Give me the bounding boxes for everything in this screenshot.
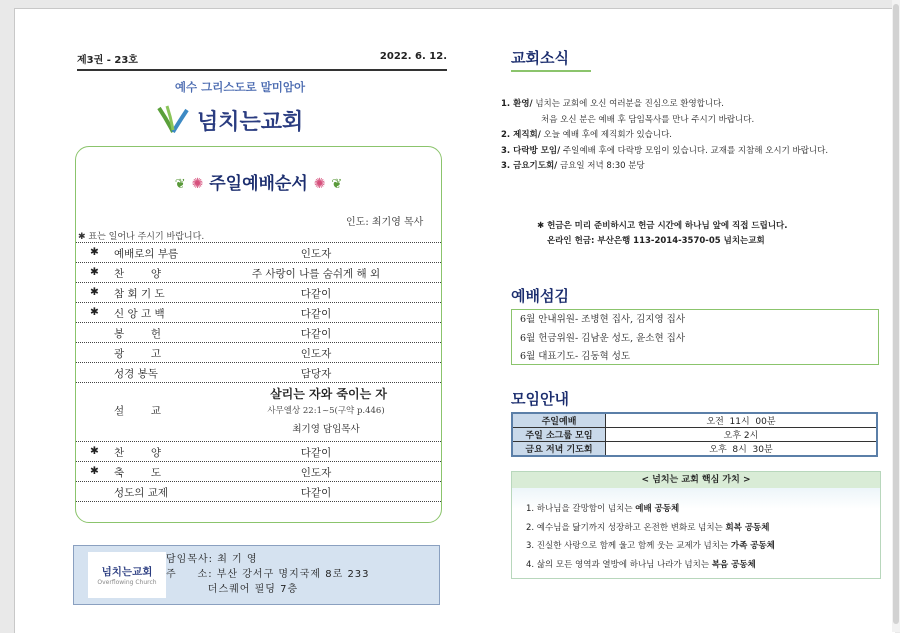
order-value: 다같이: [300, 308, 332, 320]
core-value-text: 1. 하나님을 갈망함이 넘치는: [526, 504, 636, 514]
sermon-row: [76, 382, 441, 441]
order-item: 성도의 교제: [114, 487, 169, 499]
news-item: [501, 159, 881, 175]
core-value-emphasis: 회복 공동체: [725, 522, 770, 533]
order-value: 다같이: [300, 487, 332, 499]
core-values-title: < 넘치는 교회 핵심 가치 >: [512, 472, 880, 488]
order-row: [76, 362, 441, 382]
worship-order-title: [76, 169, 441, 194]
order-row: [76, 322, 441, 342]
order-row: [76, 481, 441, 502]
meeting-time: 오후 2시: [606, 428, 878, 442]
news-text: 넘치는 교회에 오신 여러분을 진심으로 환영합니다.: [532, 99, 724, 109]
news-item: [501, 97, 881, 113]
news-label: 2. 제직회/: [501, 130, 541, 140]
order-item: 성경 봉독: [114, 368, 158, 380]
pastor-box-logo-sub: Overflowing Church: [97, 579, 157, 586]
pastor-info: [166, 552, 370, 597]
news-text: 오늘 예배 후에 제직회가 있습니다.: [540, 130, 673, 140]
vertical-scrollbar[interactable]: [892, 0, 900, 632]
core-value-item: [526, 500, 775, 519]
meeting-name: 주일 소그룹 모임: [512, 428, 606, 442]
meeting-name: 금요 저녁 기도회: [512, 442, 606, 457]
core-value-emphasis: 복음 공동체: [711, 559, 756, 570]
issue-volume: 제3권 - 23호: [77, 55, 138, 66]
pastor-line: 담임목사: 최 기 영: [166, 554, 258, 565]
order-item: 찬 양: [114, 447, 161, 459]
order-value: 다같이: [300, 447, 332, 459]
order-row: [76, 262, 441, 282]
stand-mark: ✱: [90, 445, 99, 457]
stand-mark: ✱: [90, 286, 99, 298]
news-label: 3. 다락방 모임/: [501, 145, 561, 156]
church-name: 넘치는교회: [197, 109, 304, 135]
order-row: [76, 302, 441, 322]
order-row: [76, 242, 441, 262]
service-leader: 인도: 최기영 목사: [346, 217, 424, 228]
church-logo: [155, 103, 303, 137]
order-value: 주 사랑이 나를 숨쉬게 해 외: [251, 268, 381, 280]
meeting-name: 주일예배: [512, 413, 606, 428]
order-item: 참 회 기 도: [114, 288, 165, 300]
leaf-icon: ❦: [174, 176, 186, 192]
table-row: [512, 428, 877, 442]
table-row: [512, 442, 877, 457]
offering-note: ✱ 헌금은 미리 준비하시고 헌금 시간에 하나님 앞에 직접 드립니다.: [537, 221, 788, 231]
core-value-emphasis: 가족 공동체: [730, 541, 775, 551]
standing-note: ✱ 표는 일어나 주시기 바랍니다.: [78, 232, 205, 242]
duty-item: 6월 안내위원- 조병현 집사, 김지영 집사: [520, 314, 686, 325]
news-list: [501, 97, 881, 175]
stand-mark: ✱: [90, 306, 99, 318]
duty-item: 6월 대표기도- 김동혁 성도: [520, 351, 631, 362]
order-item: 설 교: [114, 405, 161, 417]
news-item: [501, 144, 881, 160]
sermon-reference: 사무엘상 22:1~5(구약 p.446): [267, 406, 385, 416]
order-value: 담당자: [300, 368, 332, 380]
news-label: 3. 금요기도회/: [501, 161, 558, 171]
flower-icon: ✺: [313, 176, 326, 192]
worship-order-title-text: 주일예배순서: [209, 174, 308, 194]
table-row: [512, 413, 877, 428]
order-item: 광 고: [114, 348, 161, 360]
issue-header: [77, 51, 447, 71]
news-title: 교회소식: [511, 49, 569, 67]
flower-icon: ✺: [191, 176, 204, 192]
order-item: 봉 헌: [114, 328, 161, 340]
core-value-item: [526, 556, 775, 575]
news-label: 1. 환영/: [501, 99, 533, 109]
core-values-list: [526, 500, 775, 574]
news-title-underline: [511, 70, 591, 72]
church-logo-icon: [155, 104, 191, 136]
issue-date: 2022. 6. 12.: [379, 51, 447, 62]
meeting-time: 오전 11시 00분: [606, 413, 878, 428]
core-value-text: 3. 진실한 사랑으로 함께 울고 함께 웃는 교제가 넘치는: [526, 541, 731, 551]
order-value: 인도자: [300, 348, 332, 360]
stand-mark: ✱: [90, 465, 99, 477]
order-item: 신 앙 고 백: [114, 308, 165, 320]
core-value-item: [526, 519, 775, 538]
pastor-box-logo-name: 넘치는교회: [101, 566, 153, 578]
scrollbar-thumb[interactable]: [893, 4, 899, 624]
news-text: 주일예배 후에 다락방 모임이 있습니다. 교재를 지참해 오시기 바랍니다.: [560, 145, 829, 156]
order-row: [76, 342, 441, 362]
meetings-title: 모임안내: [511, 390, 569, 408]
order-rows: [76, 242, 441, 502]
order-item: 축 도: [114, 467, 161, 479]
order-row: [76, 461, 441, 481]
meetings-table: [511, 412, 878, 457]
duty-box: [511, 309, 879, 365]
pastor-box-logo: [88, 552, 166, 598]
order-row: [76, 282, 441, 302]
slogan: 예수 그리스도로 말미암아: [174, 80, 306, 94]
duty-item: 6월 헌금위원- 김남운 성도, 윤소현 집사: [520, 332, 686, 344]
order-value: 인도자: [300, 467, 332, 479]
core-value-text: 2. 예수님을 닮기까지 성장하고 온전한 변화로 넘치는: [526, 522, 726, 533]
sermon-title: 살리는 자와 죽이는 자: [270, 387, 387, 401]
online-offering: 온라인 헌금: 부산은행 113-2014-3570-05 넘치는교회: [547, 236, 765, 246]
news-text: 처음 오신 분은 예배 후 담임목사를 만나 주시기 바랍니다.: [541, 114, 755, 125]
leaf-icon: ❦: [331, 176, 343, 192]
order-value: 인도자: [300, 248, 332, 260]
pastor-info-box: [73, 545, 440, 605]
order-item: 예배로의 부름: [114, 248, 179, 260]
core-value-text: 4. 삶의 모든 영역과 열방에 하나님 나라가 넘치는: [526, 559, 712, 570]
core-values-box: [511, 471, 881, 579]
offering-notice: [537, 219, 877, 249]
core-value-item: [526, 537, 775, 556]
duty-title: 예배섬김: [511, 287, 569, 305]
order-value: 다같이: [300, 328, 332, 340]
address-line: 더스퀘어 필딩 7층: [166, 584, 299, 595]
address-line: 주 소: 부산 강서구 명지국제 8로 233: [166, 569, 370, 580]
worship-order-box: [75, 146, 442, 523]
order-row: [76, 441, 441, 461]
news-item: [501, 128, 881, 144]
news-text: 금요일 저녁 8:30 분당: [557, 161, 645, 171]
stand-mark: ✱: [90, 246, 99, 258]
order-value: 다같이: [300, 288, 332, 300]
order-item: 찬 양: [114, 268, 161, 280]
stand-mark: ✱: [90, 266, 99, 278]
news-item: [501, 113, 881, 129]
sermon-preacher: 최기영 담임목사: [292, 424, 360, 435]
bulletin-page: [14, 8, 895, 633]
core-value-emphasis: 예배 공동체: [635, 504, 680, 514]
meeting-time: 오후 8시 30분: [606, 442, 878, 457]
